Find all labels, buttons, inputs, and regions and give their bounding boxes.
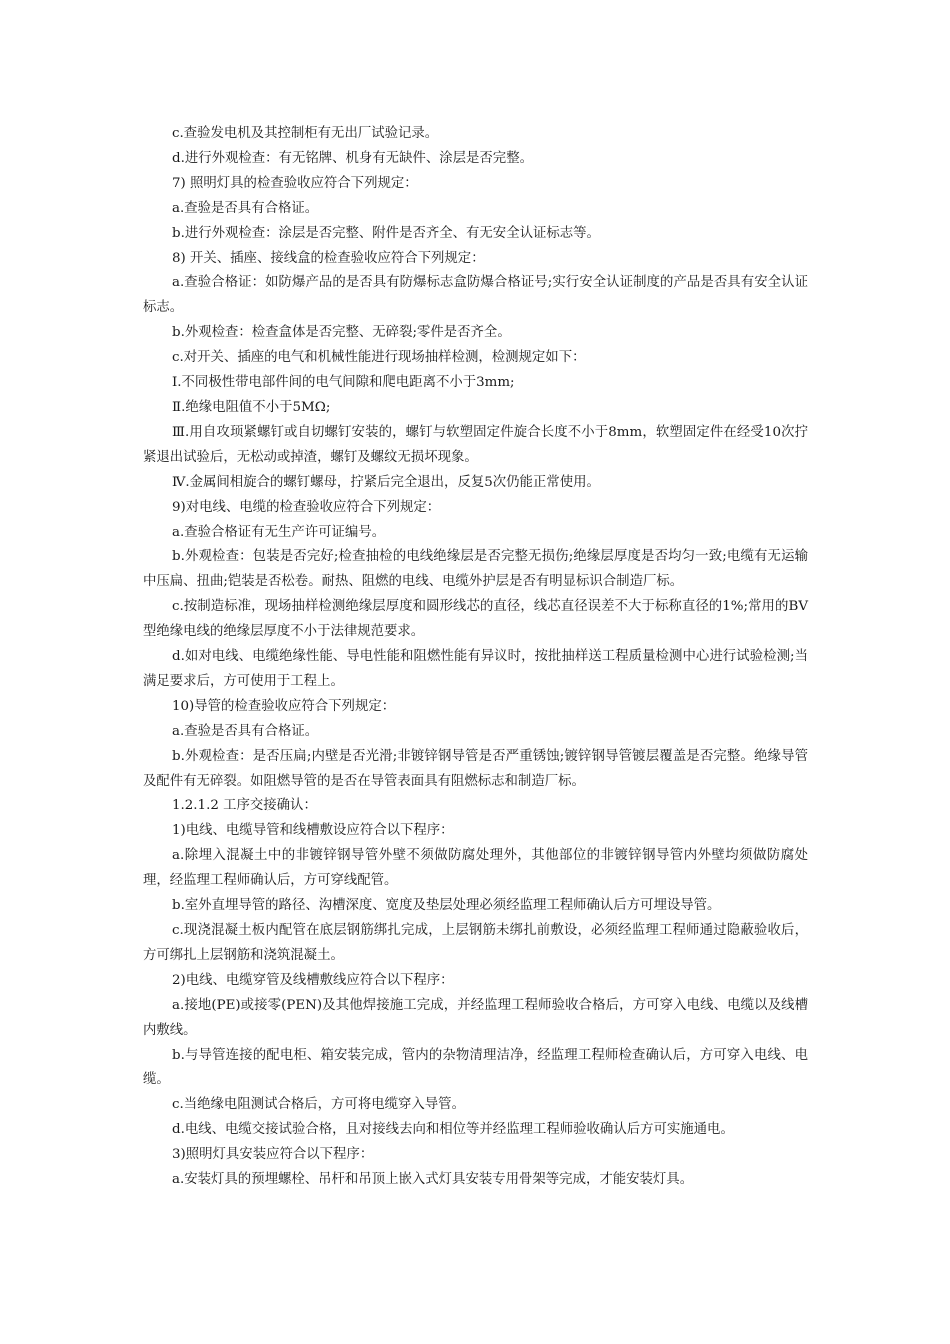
section-heading: 9)对电线、电缆的检查验收应符合下列规定： [172, 499, 441, 515]
paragraph: a.查验是否具有合格证。 [172, 723, 319, 739]
paragraph: d.如对电线、电缆绝缘性能、导电性能和阻燃性能有异议时，按批抽样送工程质量检测中心进行试验检测;当满足要求后，方可使用于工程上。 [143, 649, 808, 689]
section-heading: 3)照明灯具安装应符合以下程序： [172, 1147, 374, 1163]
paragraph: b.进行外观检查：涂层是否完整、附件是否齐全、有无安全认证标志等。 [172, 225, 600, 241]
paragraph: c.对开关、插座的电气和机械性能进行现场抽样检测，检测规定如下： [172, 350, 586, 366]
paragraph: b.外观检查：检查盒体是否完整、无碎裂;零件是否齐全。 [172, 325, 511, 341]
paragraph: c.按制造标准，现场抽样检测绝缘层厚度和圆形线芯的直径，线芯直径误差不大于标称直径的1%;常用的BV型绝缘电线的绝缘层厚度不小于法律规范要求。 [143, 599, 808, 640]
paragraph: a.除埋入混凝土中的非镀锌钢导管外壁不须做防腐处理外，其他部位的非镀锌钢导管内外壁均须做防腐处理，经监理工程师确认后，方可穿线配管。 [143, 848, 808, 889]
section-heading: 1)电线、电缆导管和线槽敷设应符合以下程序： [172, 823, 454, 839]
paragraph: a.查验是否具有合格证。 [172, 200, 319, 216]
paragraph: b.外观检查：包装是否完好;检查抽检的电线绝缘层是否完整无损伤;绝缘层厚度是否均匀一致;电缆有无运输中压扁、扭曲;铠装是否松卷。耐热、阻燃的电线、电缆外护层是否有明显标识合制造厂标。 [143, 549, 808, 590]
section-heading: 1.2.1.2 工序交接确认： [172, 798, 317, 814]
paragraph: b.外观检查：是否压扁;内壁是否光滑;非镀锌钢导管是否严重锈蚀;镀锌钢导管镀层覆盖是否完整。绝缘导管及配件有无碎裂。如阻燃导管的是否在导管表面具有阻燃标志和制造厂标。 [143, 748, 808, 789]
paragraph: c.查验发电机及其控制柜有无出厂试验记录。 [172, 126, 439, 141]
document-body [143, 122, 808, 1193]
paragraph: b.室外直埋导管的路径、沟槽深度、宽度及垫层处理必须经监理工程师确认后方可埋设导管。 [172, 898, 721, 914]
section-heading: 2)电线、电缆穿管及线槽敷线应符合以下程序： [172, 972, 454, 988]
section-heading: 7) 照明灯具的检查验收应符合下列规定： [172, 175, 418, 191]
paragraph: a.安装灯具的预埋螺栓、吊杆和吊顶上嵌入式灯具安装专用骨架等完成，才能安装灯具。 [172, 1172, 694, 1188]
paragraph: c.现浇混凝土板内配管在底层钢筋绑扎完成，上层钢筋未绑扎前敷设，必须经监理工程师通过隐蔽验收后，方可绑扎上层钢筋和浇筑混凝土。 [143, 923, 808, 963]
list-item: Ⅲ.用自攻顼紧螺钉或自切螺钉安装的，螺钉与软塑固定件旋合长度不小于8mm，软塑固定件在经受10次拧紧退出试验后，无松动或掉渣，螺钉及螺纹无损坏现象。 [143, 424, 808, 465]
paragraph: d.进行外观检查：有无铭牌、机身有无缺件、涂层是否完整。 [172, 150, 533, 166]
paragraph: a.接地(PE)或接零(PEN)及其他焊接施工完成，并经监理工程师验收合格后，方可穿入电线、电缆以及线槽内敷线。 [143, 997, 808, 1038]
list-item: Ⅱ.绝缘电阻值不小于5MΩ; [172, 399, 331, 415]
paragraph: c.当绝缘电阻测试合格后，方可将电缆穿入导管。 [172, 1097, 465, 1113]
list-item: Ⅳ.金属间相旋合的螺钉螺母，拧紧后完全退出，反复5次仍能正常使用。 [172, 474, 600, 490]
section-heading: 8) 开关、插座、接线盒的检查验收应符合下列规定： [172, 250, 485, 266]
list-item: Ⅰ.不同极性带电部件间的电气间隙和爬电距离不小于3mm; [172, 375, 515, 391]
paragraph: d.电线、电缆交接试验合格，且对接线去向和相位等并经监理工程师验收确认后方可实施通电。 [172, 1122, 734, 1138]
paragraph: a.查验合格证有无生产许可证编号。 [172, 524, 386, 540]
paragraph: b.与导管连接的配电柜、箱安装完成，管内的杂物清理洁净，经监理工程师检查确认后，方可穿入电线、电缆。 [143, 1047, 808, 1088]
paragraph: a.查验合格证：如防爆产品的是否具有防爆标志盒防爆合格证号;实行安全认证制度的产品是否具有安全认证标志。 [143, 275, 808, 316]
section-heading: 10)导管的检查验收应符合下列规定： [172, 698, 396, 714]
